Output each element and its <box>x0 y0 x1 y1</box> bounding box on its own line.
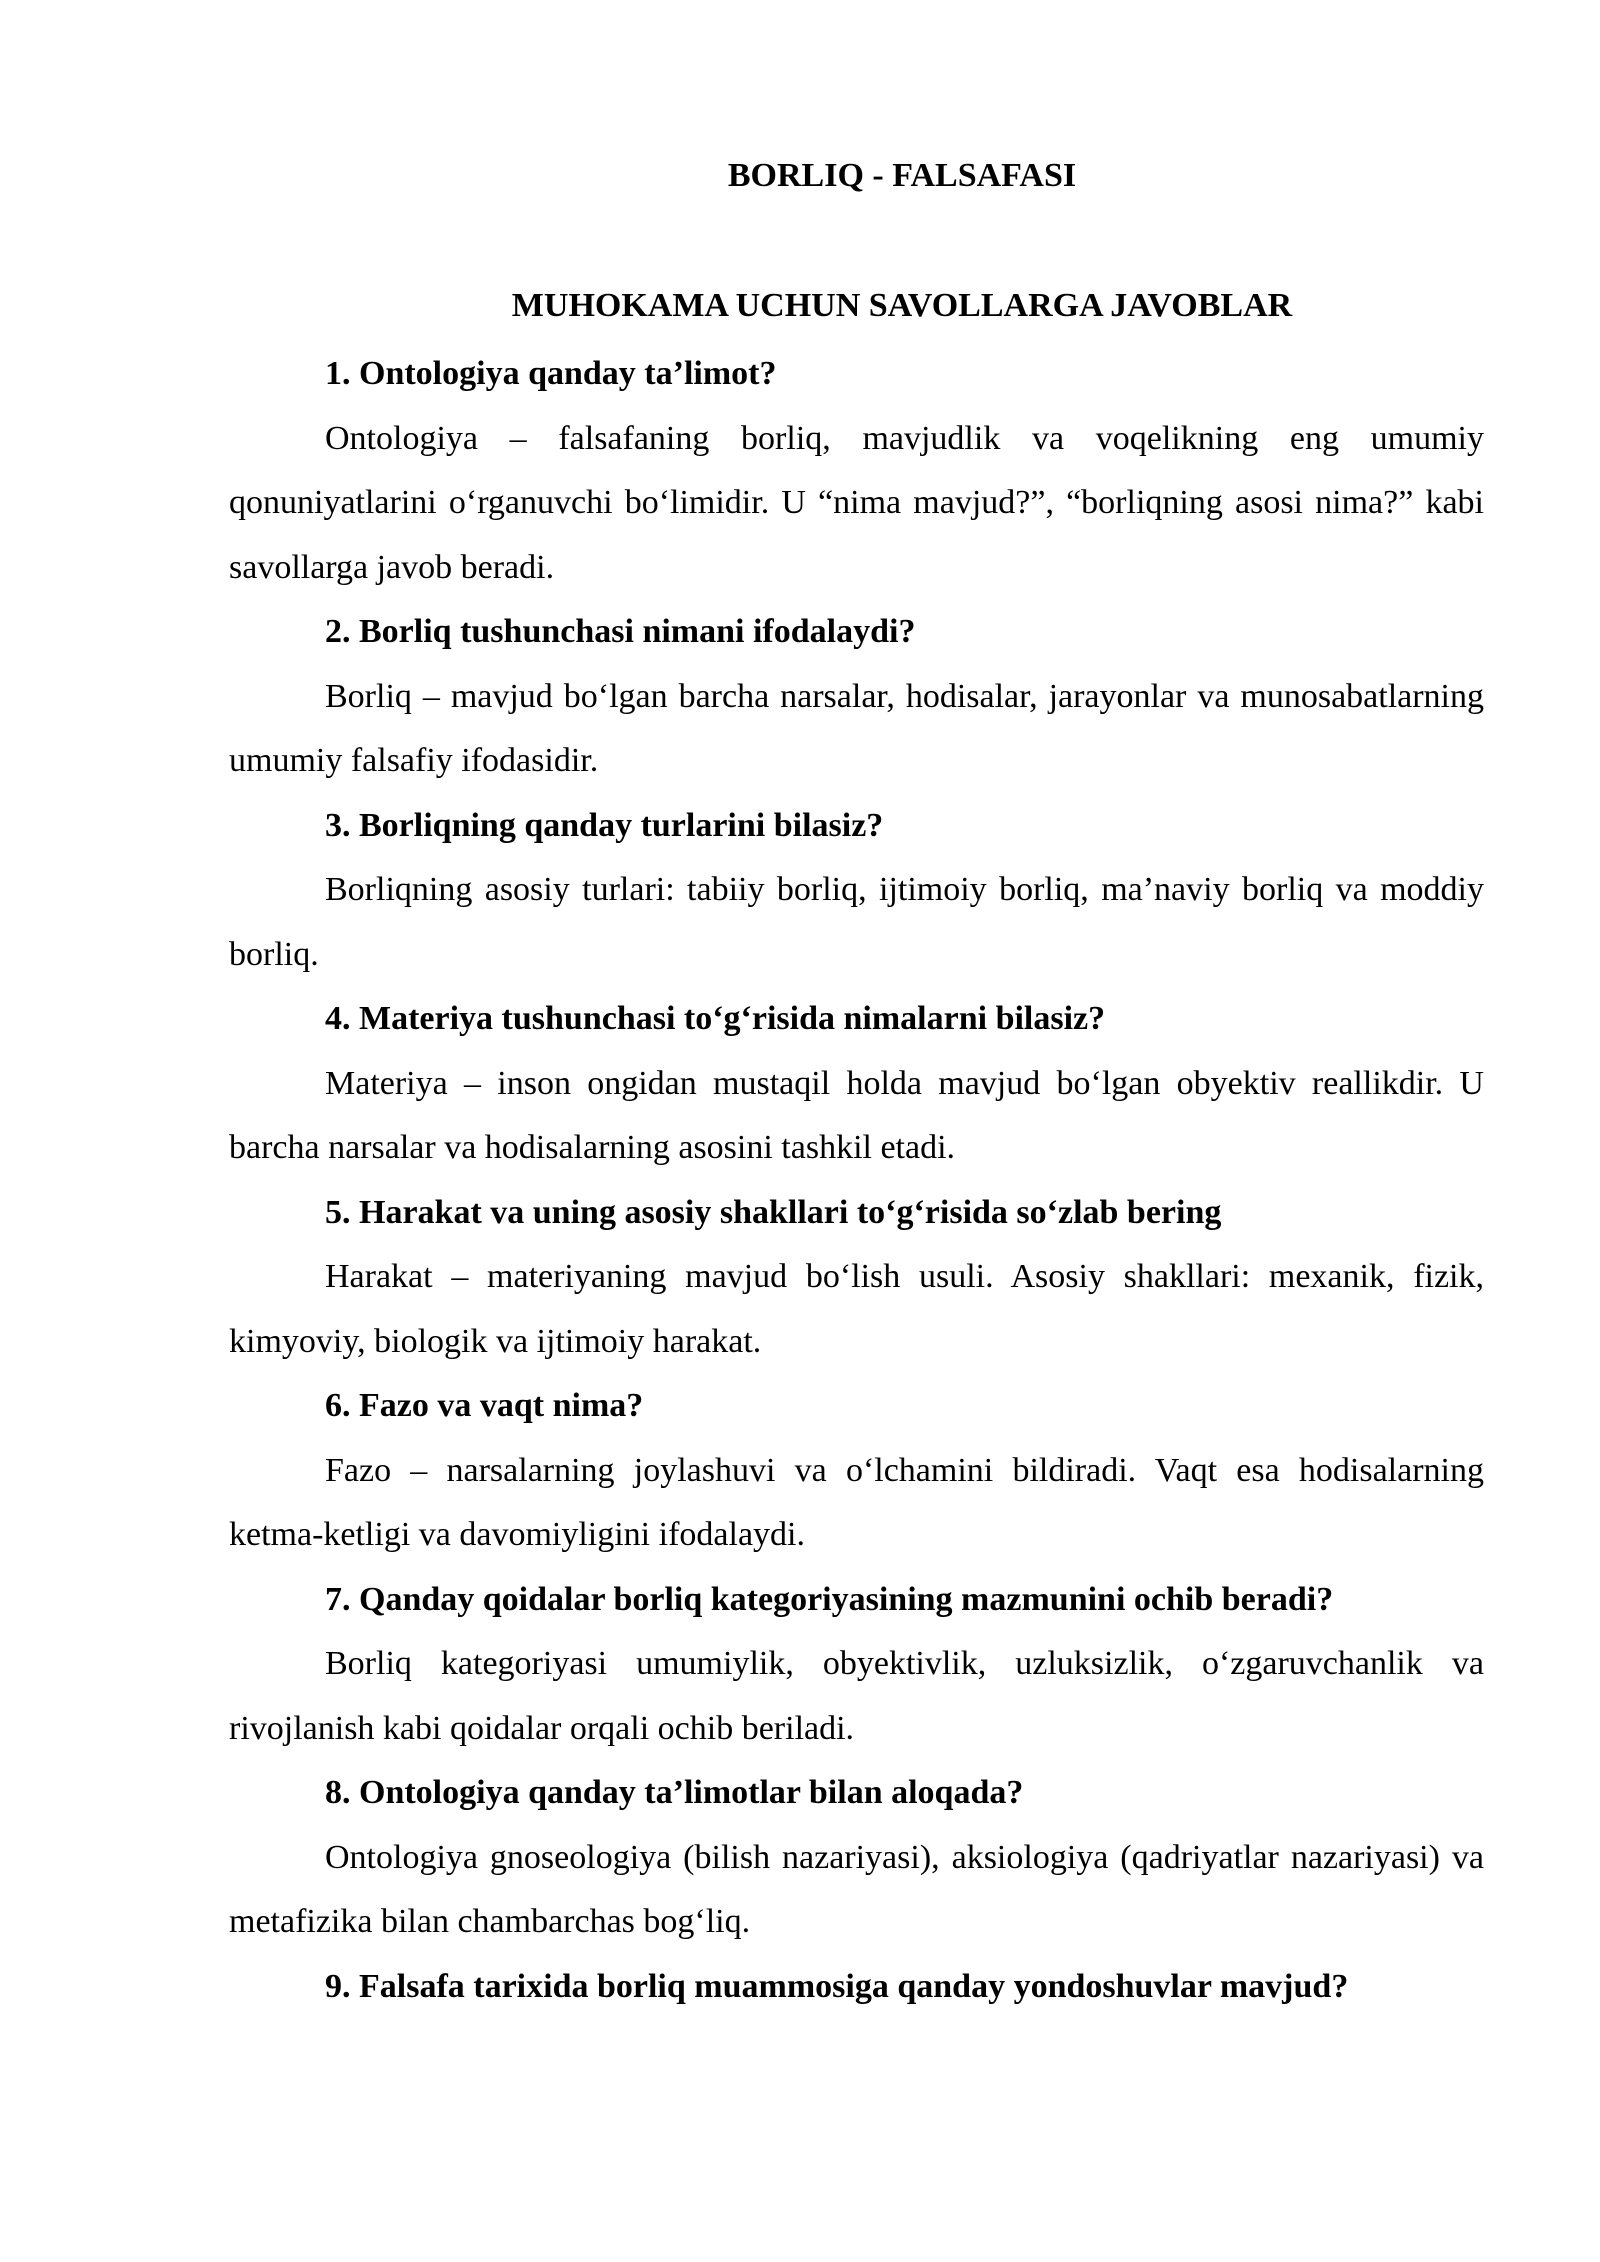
question-5: 5. Harakat va uning asosiy shakllari to‘g‘risida so‘zlab bering <box>325 1193 1222 1231</box>
question-3: 3. Borliqning qanday turlarini bilasiz? <box>325 806 884 844</box>
answer-4: Materiya – inson ongidan mustaqil holda mavjud bo‘lgan obyektiv reallikdir. U barcha narsalar va hodisalarning asosini tashkil etadi. <box>229 1064 1484 1166</box>
document-subtitle: MUHOKAMA UCHUN SAVOLLARGA JAVOBLAR <box>511 287 1293 324</box>
question-7: 7. Qanday qoidalar borliq kategoriyasining mazmunini ochib beradi? <box>325 1580 1334 1618</box>
answer-5: Harakat – materiyaning mavjud bo‘lish usuli. Asosiy shakllari: mexanik, fizik, kimyoviy, biologik va ijtimoiy harakat. <box>229 1258 1484 1360</box>
question-9: 9. Falsafa tarixida borliq muammosiga qanday yondoshuvlar mavjud? <box>325 1967 1349 2005</box>
document-title: BORLIQ - FALSAFASI <box>727 157 1077 194</box>
question-1: 1. Ontologiya qanday ta’limot? <box>325 355 777 392</box>
question-8: 8. Ontologiya qanday ta’limotlar bilan aloqada? <box>325 1774 1024 1811</box>
answer-8: Ontologiya gnoseologiya (bilish nazariyasi), aksiologiya (qadriyatlar nazariyasi) va metafizika bilan chambarchas bog‘liq. <box>229 1838 1484 1940</box>
qa-list <box>229 342 1484 2019</box>
answer-6: Fazo – narsalarning joylashuvi va o‘lchamini bildiradi. Vaqt esa hodisalarning ketma-ketligi va davomiyligini ifodalaydi. <box>229 1451 1484 1553</box>
answer-2: Borliq – mavjud bo‘lgan barcha narsalar, hodisalar, jarayonlar va munosabatlarning umumiy falsafiy ifodasidir. <box>229 677 1484 779</box>
answer-1: Ontologiya – falsafaning borliq, mavjudlik va voqelikning eng umumiy qonuniyatlarini o‘rganuvchi bo‘limidir. U “nima mavjud?”, “borliqning asosi nima?” kabi savollarga javob beradi. <box>229 419 1484 586</box>
answer-3: Borliqning asosiy turlari: tabiiy borliq, ijtimoiy borliq, ma’naviy borliq va moddiy borliq. <box>229 871 1484 973</box>
answer-7: Borliq kategoriyasi umumiylik, obyektivlik, uzluksizlik, o‘zgaruvchanlik va rivojlanish kabi qoidalar orqali ochib beriladi. <box>229 1645 1484 1747</box>
question-6: 6. Fazo va vaqt nima? <box>325 1387 644 1424</box>
question-2: 2. Borliq tushunchasi nimani ifodalaydi? <box>325 613 916 650</box>
question-4: 4. Materiya tushunchasi to‘g‘risida nimalarni bilasiz? <box>325 1000 1106 1037</box>
